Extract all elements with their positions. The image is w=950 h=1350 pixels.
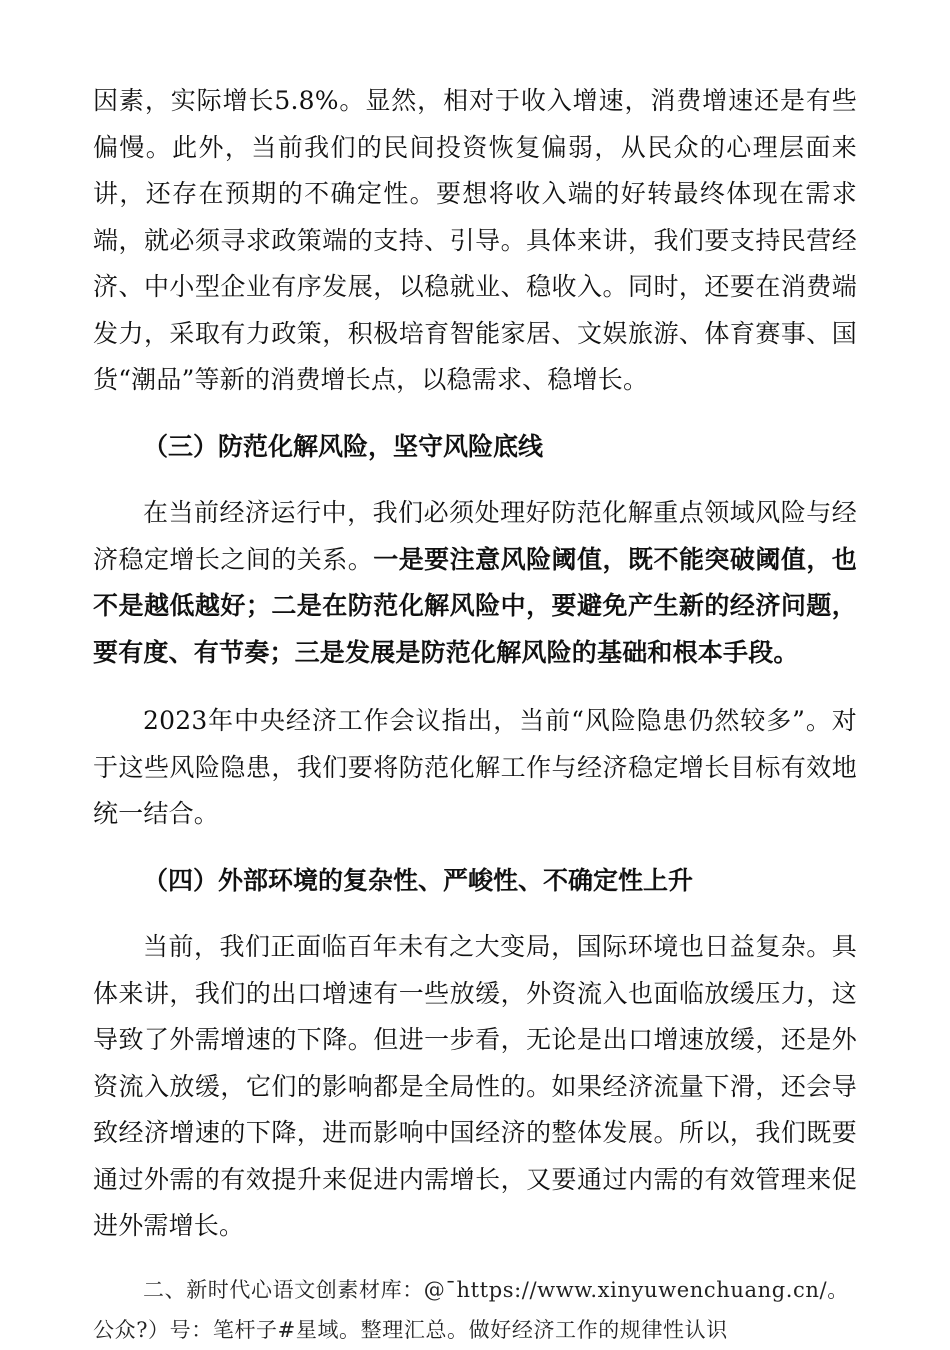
paragraph-risk — [93, 490, 857, 676]
paragraph-risk-bold: 一是要注意风险阈值，既不能突破阈值，也不是越低越好；二是在防范化解风险中，要避免产生新的经济问题，要有度、有节奏；三是发展是防范化解风险的基础和根本手段。 — [93, 544, 857, 667]
document-page — [93, 78, 857, 1350]
paragraph-2023-conference: 2023年中央经济工作会议指出，当前“风险隐患仍然较多”。对于这些风险隐患，我们要将防范化解工作与经济稳定增长目标有效地统一结合。 — [93, 706, 857, 828]
paragraph-risk-plain: 在当前经济运行中，我们必须处理好防范化解重点领域风险与经济稳定增长之间的关系。 — [93, 498, 857, 574]
spacer — [93, 470, 857, 490]
paragraph-external-environment: 当前，我们正面临百年未有之大变局，国际环境也日益复杂。具体来讲，我们的出口增速有一些放缓，外资流入也面临放缓压力，这导致了外需增速的下降。但进一步看，无论是出口增速放缓，还是外资流入放缓，它们的影响都是全局性的。如果经济流量下滑，还会导致经济增速的下降，进而影响中国经济的整体发展。所以，我们既要通过外需的有效提升来促进内需增长，又要通过内需的有效管理来促进外需增长。 — [93, 932, 857, 1240]
spacer — [93, 1250, 857, 1270]
spacer — [93, 838, 857, 858]
spacer — [93, 676, 857, 698]
section-heading-4: （四）外部环境的复杂性、严峻性、不确定性上升 — [143, 865, 694, 895]
spacer — [93, 904, 857, 924]
paragraph-consumption: 因素，实际增长5.8%。显然，相对于收入增速，消费增速还是有些偏慢。此外，当前我们的民间投资恢复偏弱，从民众的心理层面来讲，还存在预期的不确定性。要想将收入端的好转最终体现在需求端，就必须寻求政策端的支持、引导。具体来讲，我们要支持民营经济、中小型企业有序发展，以稳就业、稳收入。同时，还要在消费端发力，采取有力政策，积极培育智能家居、文娱旅游、体育赛事、国货“潮品”等新的消费增长点，以稳需求、稳增长。 — [93, 86, 857, 394]
footer-source-note: 二、新时代心语文创素材库：@¯https://www.xinyuwenchuang.cn/。公众?）号：笔杆子#星域。整理汇总。做好经济工作的规律性认识 — [93, 1277, 849, 1342]
spacer — [93, 404, 857, 424]
section-heading-3: （三）防范化解风险，坚守风险底线 — [143, 431, 544, 461]
